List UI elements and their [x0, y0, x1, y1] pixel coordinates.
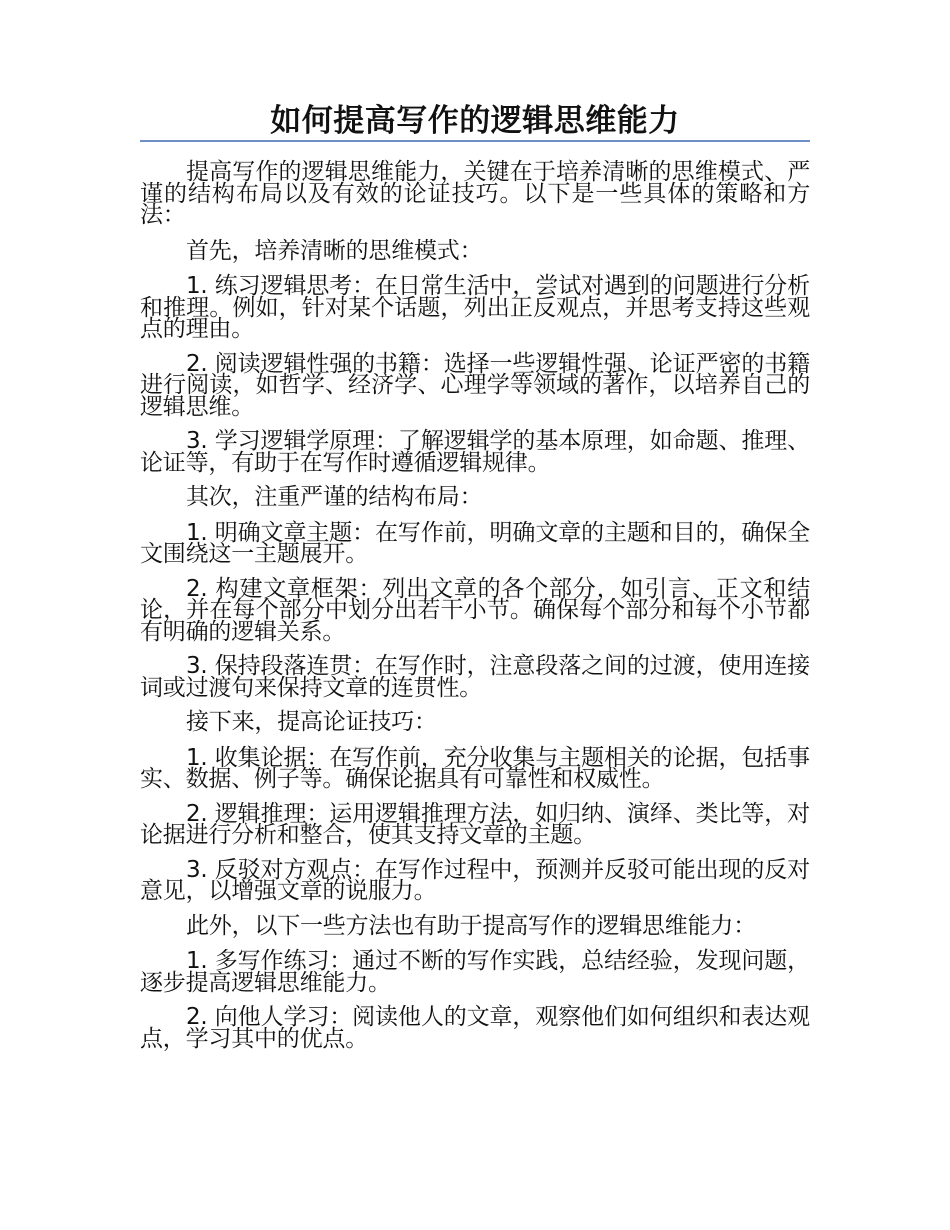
list-item-rebut-opposing-views: 3. 反驳对方观点：在写作过程中，预测并反驳可能出现的反对意见，以增强文章的说服力。 [140, 856, 810, 904]
list-item-paragraph-coherence: 3. 保持段落连贯：在写作时，注意段落之间的过渡，使用连接词或过渡句来保持文章的连贯性。 [140, 653, 810, 701]
section-heading-argument-skills: 接下来，提高论证技巧： [186, 709, 437, 735]
list-item-define-topic: 1. 明确文章主题：在写作前，明确文章的主题和目的，确保全文围绕这一主题展开。 [140, 519, 810, 567]
list-item-learn-from-others: 2. 向他人学习：阅读他人的文章，观察他们如何组织和表达观点，学习其中的优点。 [140, 1004, 810, 1052]
list-item-writing-practice: 1. 多写作练习：通过不断的写作实践，总结经验，发现问题，逐步提高逻辑思维能力。 [140, 948, 810, 996]
section-heading-other-methods: 此外，以下一些方法也有助于提高写作的逻辑思维能力： [186, 912, 757, 939]
document-body [140, 159, 810, 1052]
list-item-practice-logical-thinking: 1. 练习逻辑思考：在日常生活中，尝试对遇到的问题进行分析和推理。例如，针对某个话题，列出正反观点，并思考支持这些观点的理由。 [140, 273, 810, 342]
section-heading-structure-layout: 其次，注重严谨的结构布局： [186, 484, 483, 510]
list-item-collect-evidence: 1. 收集论据：在写作前，充分收集与主题相关的论据，包括事实、数据、例子等。确保论据具有可靠性和权威性。 [140, 744, 810, 792]
list-item-learn-logic-principles: 3. 学习逻辑学原理：了解逻辑学的基本原理，如命题、推理、论证等，有助于在写作时遵循逻辑规律。 [140, 428, 810, 476]
title-block [140, 100, 810, 142]
list-item-read-logical-books: 2. 阅读逻辑性强的书籍：选择一些逻辑性强、论证严密的书籍进行阅读，如哲学、经济学、心理学等领域的著作，以培养自己的逻辑思维。 [140, 350, 810, 420]
list-item-build-framework: 2. 构建文章框架：列出文章的各个部分，如引言、正文和结论，并在每个部分中划分出若干小节。确保每个部分和每个小节都有明确的逻辑关系。 [140, 575, 810, 645]
section-heading-clear-thinking: 首先，培养清晰的思维模式： [186, 237, 483, 264]
list-item-logical-reasoning: 2. 逻辑推理：运用逻辑推理方法，如归纳、演绎、类比等，对论据进行分析和整合，使其支持文章的主题。 [140, 800, 810, 848]
page-title: 如何提高写作的逻辑思维能力 [270, 103, 680, 139]
intro-paragraph: 提高写作的逻辑思维能力，关键在于培养清晰的思维模式、严谨的结构布局以及有效的论证技巧。以下是一些具体的策略和方法： [140, 159, 810, 228]
